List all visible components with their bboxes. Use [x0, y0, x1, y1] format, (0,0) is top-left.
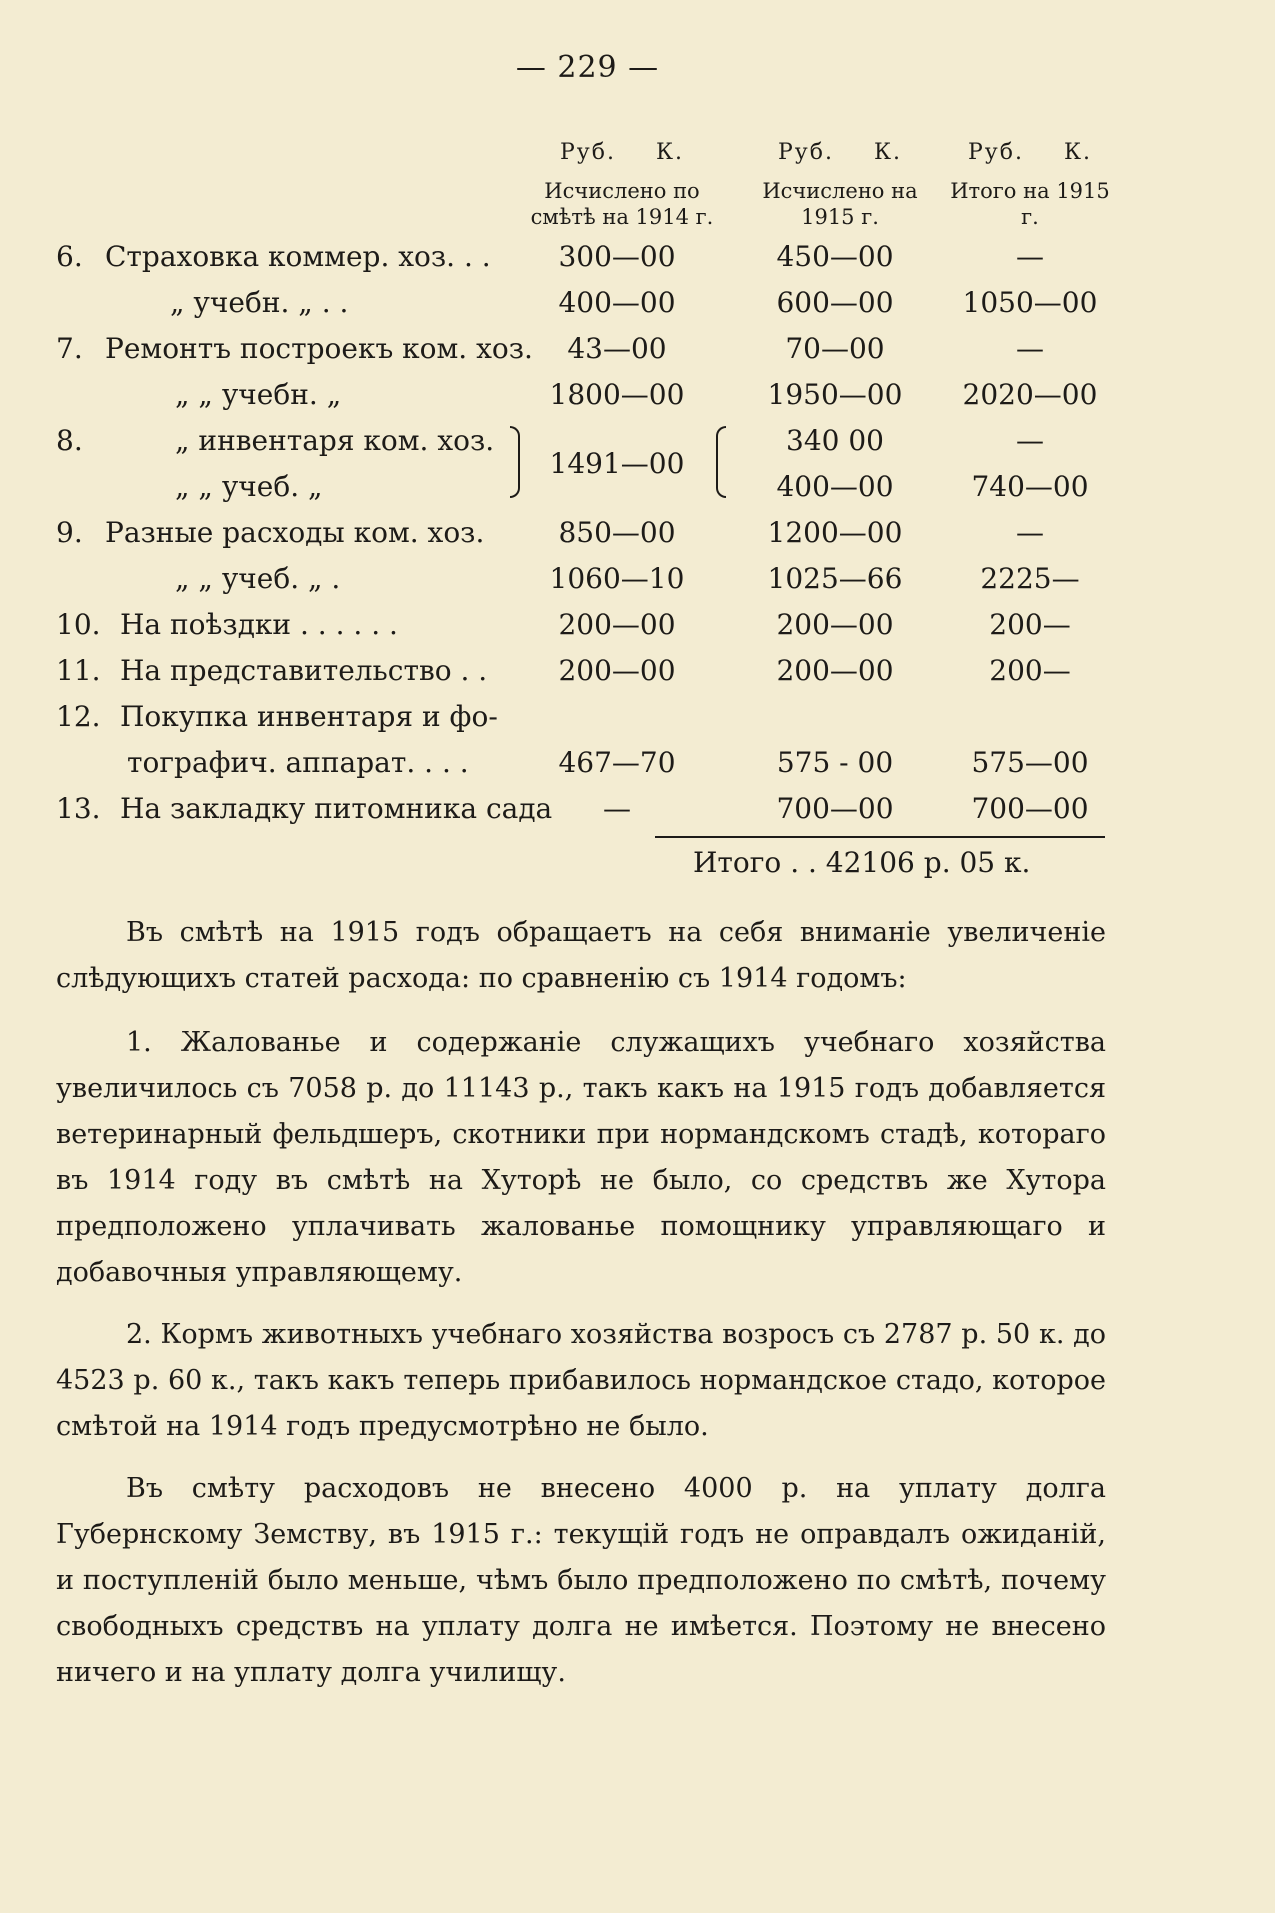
value-1915: 575 - 00	[776, 746, 894, 779]
row-number: 7.	[56, 332, 83, 365]
row-label: „ „ учеб. „ .	[175, 562, 341, 595]
column-header-3	[950, 140, 1110, 230]
column-heading: Исчислено по смѣтѣ на 1914 г.	[530, 179, 714, 229]
row-label: Ремонтъ построекъ ком. хоз.	[105, 332, 533, 365]
value-1915: 200—00	[776, 654, 894, 687]
value-total: 2020—00	[962, 378, 1098, 411]
value-1914: 467—70	[558, 746, 676, 779]
value-1914: 200—00	[558, 654, 676, 687]
value-1914: 200—00	[558, 608, 676, 641]
kop-label: К.	[873, 140, 903, 165]
row-label: тографич. аппарат. . . .	[127, 746, 469, 779]
value-total: 1050—00	[962, 286, 1098, 319]
value-1915: 700—00	[776, 792, 894, 825]
table-row	[0, 562, 1275, 608]
row-label: На представительство . .	[120, 654, 488, 687]
value-1915: 340 00	[786, 424, 884, 457]
table-row	[0, 240, 1275, 286]
row-label: „ учебн. „ . .	[170, 286, 349, 319]
brace-left	[716, 426, 726, 498]
value-1914: —	[603, 792, 631, 825]
value-total: —	[1016, 516, 1044, 549]
column-header-2	[755, 140, 925, 230]
row-label: Страховка коммер. хоз. . .	[105, 240, 491, 273]
value-total: 2225—	[980, 562, 1080, 595]
value-1914: 400—00	[558, 286, 676, 319]
row-label: „ „ учебн. „	[175, 378, 342, 411]
value-1915: 400—00	[776, 470, 894, 503]
row-label: Разные расходы ком. хоз.	[105, 516, 485, 549]
table-row	[0, 424, 1275, 480]
table-row	[0, 378, 1275, 424]
table-row	[0, 608, 1275, 654]
total-rule	[655, 836, 1105, 838]
table-row	[0, 746, 1275, 792]
row-label: „ инвентаря ком. хоз.	[175, 424, 495, 457]
rub-label: Руб.	[559, 140, 616, 165]
paragraph: 2. Кормъ животныхъ учебнаго хозяйства возросъ съ 2787 р. 50 к. до 4523 р. 60 к., такъ какъ теперь прибавилось нормандское стадо, которое смѣтой на 1914 годъ предусмотрѣно не было.	[56, 1319, 1106, 1442]
rub-label: Руб.	[777, 140, 834, 165]
table-row	[0, 470, 1275, 516]
table-row	[0, 516, 1275, 562]
value-1915: 1025—66	[767, 562, 903, 595]
value-1915: 450—00	[776, 240, 894, 273]
row-label: На поѣздки . . . . . .	[120, 608, 398, 641]
value-total: 700—00	[971, 792, 1089, 825]
row-label: На закладку питомника сада	[120, 792, 553, 825]
row-number: 9.	[56, 516, 83, 549]
column-header-1	[522, 140, 722, 230]
table-row	[0, 700, 1275, 746]
value-total: 740—00	[971, 470, 1089, 503]
value-1914: 1060—10	[549, 562, 685, 595]
table-row	[0, 286, 1275, 332]
value-1915: 600—00	[776, 286, 894, 319]
value-1914: 43—00	[567, 332, 667, 365]
rub-label: Руб.	[967, 140, 1024, 165]
value-total: —	[1016, 332, 1044, 365]
value-1915: 200—00	[776, 608, 894, 641]
column-heading: Исчислено на 1915 г.	[762, 179, 918, 229]
paragraph: Въ смѣту расходовъ не внесено 4000 р. на уплату долга Губернскому Земству, въ 1915 г.: текущій годъ не оправдалъ ожиданій, и поступленій было меньше, чѣмъ было предположено по смѣтѣ, почему свободныхъ средствъ на уплату долга не имѣется. Поэтому не внесено ничего и на уплату долга училищу.	[56, 1473, 1106, 1688]
table-row	[0, 332, 1275, 378]
value-1915: 1950—00	[767, 378, 903, 411]
row-number: 11.	[56, 654, 101, 687]
row-number: 6.	[56, 240, 83, 273]
table-row	[0, 654, 1275, 700]
paragraph: Въ смѣтѣ на 1915 годъ обращаетъ на себя вниманіе увеличеніе слѣдующихъ статей расхода: по сравненію съ 1914 годомъ:	[56, 917, 1106, 994]
value-1914: 1491—00	[549, 447, 685, 480]
row-number: 12.	[56, 700, 101, 733]
grand-total: Итого . . 42106 р. 05 к.	[693, 846, 1031, 879]
value-1915: 70—00	[785, 332, 885, 365]
value-1914: 850—00	[558, 516, 676, 549]
value-total: 575—00	[971, 746, 1089, 779]
row-label: Покупка инвентаря и фо-	[120, 700, 498, 733]
paragraph: 1. Жалованье и содержаніе служащихъ учебнаго хозяйства увеличилось съ 7058 р. до 11143 р., такъ какъ на 1915 годъ добавляется ветеринарный фельдшеръ, скотники при нормандскомъ стадѣ, котораго въ 1914 году въ смѣтѣ на Хуторѣ не было, со средствъ же Хутора предположено уплачивать жалованье помощнику управляющаго и добавочныя управляющему.	[56, 1027, 1106, 1288]
value-total: 200—	[989, 608, 1071, 641]
row-number: 8.	[56, 424, 83, 457]
value-total: —	[1016, 424, 1044, 457]
value-total: 200—	[989, 654, 1071, 687]
value-1914: 1800—00	[549, 378, 685, 411]
row-label: „ „ учеб. „	[175, 470, 323, 503]
row-number: 10.	[56, 608, 101, 641]
page-number: — 229 —	[515, 50, 660, 85]
kop-label: К.	[1063, 140, 1093, 165]
kop-label: К.	[655, 140, 685, 165]
row-number: 13.	[56, 792, 101, 825]
brace-right	[510, 426, 520, 498]
value-total: —	[1016, 240, 1044, 273]
column-heading: Итого на 1915 г.	[950, 179, 1110, 229]
table-row	[0, 792, 1275, 838]
value-1915: 1200—00	[767, 516, 903, 549]
value-1914: 300—00	[558, 240, 676, 273]
